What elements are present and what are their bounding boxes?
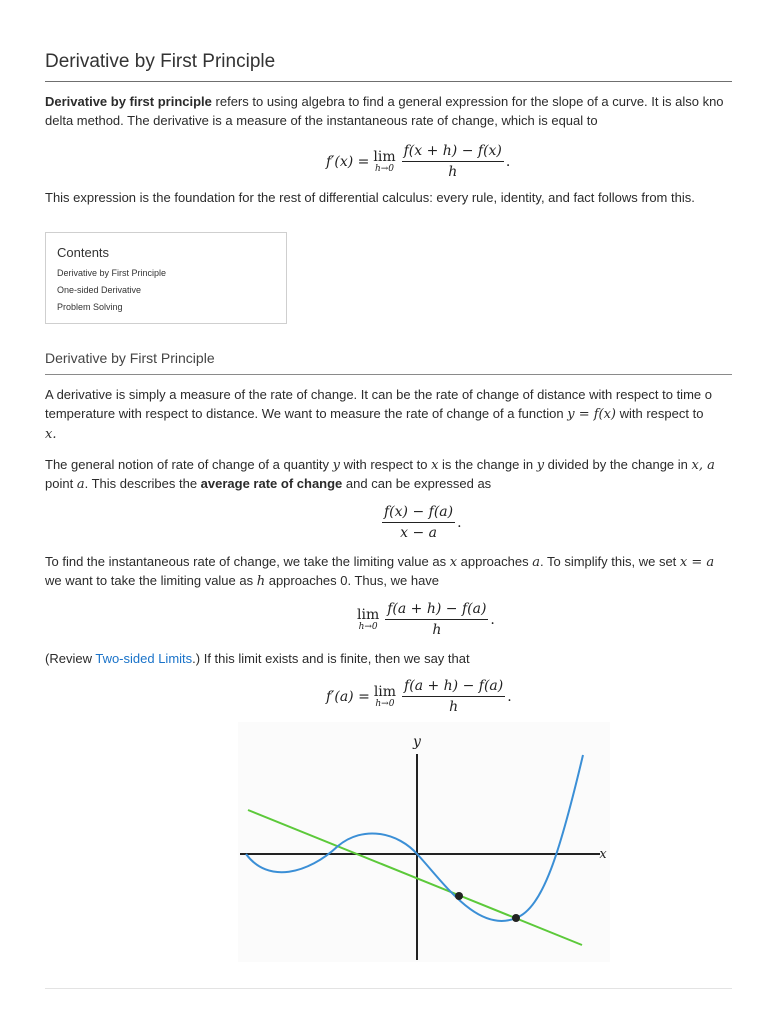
p3-text-c: . To simplify this, we set: [539, 554, 680, 569]
main-equation: [326, 143, 510, 180]
contents-title: Contents: [57, 245, 110, 260]
avg-den: x − a: [400, 525, 437, 541]
two-sided-limits-link[interactable]: Two-sided Limits: [95, 651, 193, 666]
lim-sub: h→0: [375, 699, 395, 709]
limit-eq-fraction: [385, 601, 488, 638]
p2-math-a: a: [76, 477, 85, 492]
lim-word: lim: [373, 684, 397, 700]
section-divider: [45, 374, 732, 375]
fa-eq-period: .: [507, 688, 512, 705]
section-p2-line-1: [45, 455, 745, 475]
lim-sub: h→0: [374, 164, 395, 174]
contents-item-one-sided[interactable]: One-sided Derivative: [57, 285, 142, 295]
main-eq-lhs: f′(x) =: [326, 153, 370, 170]
avg-num: f(x) − f(a): [382, 504, 455, 523]
intro-line-2: delta method. The derivative is a measure of the instantaneous rate of change, which is equal to: [45, 113, 598, 128]
fa-eq-num: f(a + h) − f(a): [402, 678, 505, 697]
main-eq-period: .: [505, 153, 511, 170]
contents-item-derivative[interactable]: Derivative by First Principle: [57, 268, 167, 278]
avg-period: .: [457, 514, 462, 531]
section-p4-line-1: [45, 649, 745, 668]
title-divider: [45, 81, 732, 82]
secant-line-figure: [238, 722, 610, 962]
contents-item-problem-solving[interactable]: Problem Solving: [57, 302, 123, 312]
main-eq-limit: [373, 149, 395, 174]
p2-math-y: y: [332, 458, 341, 473]
p3-text-b: approaches: [457, 554, 533, 569]
point-a: [455, 892, 463, 900]
foundation-text: This expression is the foundation for the rest of differential calculus: every rule, identity, and fact follows from this.: [45, 190, 695, 205]
section-p2-line-2: [45, 474, 745, 494]
p2-text-b: with respect to: [340, 457, 432, 472]
p3-math-a: a: [532, 555, 540, 570]
bottom-divider: [45, 988, 732, 989]
lim-word: lim: [357, 607, 380, 623]
p1-math-function: y = f(x): [567, 407, 617, 422]
limit-eq-den: h: [432, 622, 442, 638]
p2-text-e: point: [45, 476, 77, 491]
lim-sub: h→0: [358, 622, 378, 632]
limit-eq-period: .: [490, 611, 495, 628]
section-p1-line-1: A derivative is simply a measure of the rate of change. It can be the rate of change of distance with respect to time o: [45, 387, 712, 402]
p2-bold-term: average rate of change: [200, 476, 343, 491]
section-title: Derivative by First Principle: [45, 350, 215, 366]
fa-eq-limit: [374, 684, 396, 709]
p2-math-x: x: [431, 458, 439, 473]
limit-eq-num: f(a + h) − f(a): [385, 601, 488, 620]
contents-box: [45, 232, 287, 324]
fa-eq-lhs: f′(a) =: [326, 688, 370, 705]
p2-text-c: is the change in: [438, 457, 537, 472]
p1-text-a: temperature with respect to distance. We want to measure the rate of change of a function: [45, 406, 568, 421]
intro-line-1-text: refers to using algebra to find a general expression for the slope of a curve. It is also kno: [211, 94, 724, 109]
average-rate-equation: [380, 504, 462, 541]
p1-text-b: with respect to: [616, 406, 704, 421]
avg-fraction: [382, 504, 455, 541]
intro-bold-term: Derivative by first principle: [45, 94, 212, 109]
page-title: Derivative by First Principle: [45, 51, 276, 72]
p3-math-x: x: [449, 555, 458, 570]
main-eq-fraction: [402, 143, 504, 180]
p4-text-b: .) If this limit exists and is finite, then we say that: [192, 651, 470, 666]
y-axis-label: y: [413, 734, 421, 750]
figure-background: [238, 722, 610, 962]
p2-math-x2: x, a: [691, 458, 715, 473]
section-p3-line-2: [45, 571, 745, 591]
p2-text-g: and can be expressed as: [342, 476, 492, 491]
p3-math-h: h: [256, 574, 266, 589]
fa-eq-fraction: [402, 678, 505, 715]
derivative-at-a-equation: [326, 678, 512, 715]
section-p1-line-2: [45, 404, 745, 424]
p3-math-set: x = a: [679, 555, 715, 570]
section-p3-line-1: [45, 552, 745, 572]
p3-text-d: we want to take the limiting value as: [45, 573, 257, 588]
fa-eq-den: h: [449, 699, 459, 715]
p1-math-x: x.: [45, 427, 57, 442]
p3-text-a: To find the instantaneous rate of change, we take the limiting value as: [45, 554, 450, 569]
limit-eq-limit: [357, 607, 379, 632]
section-p1-line-3: [45, 424, 745, 444]
intro-line-1: [45, 92, 745, 111]
limit-equation: [353, 601, 495, 638]
p4-text-a: (Review: [45, 651, 96, 666]
point-a-plus-h: [512, 914, 520, 922]
main-eq-num: f(x + h) − f(x): [402, 143, 504, 162]
x-axis-label: x: [599, 847, 607, 862]
p2-text-f: . This describes the: [84, 476, 201, 491]
p3-text-e: approaches 0. Thus, we have: [265, 573, 440, 588]
p2-text-d: divided by the change in: [544, 457, 692, 472]
p2-math-y2: y: [536, 458, 545, 473]
p2-text-a: The general notion of rate of change of a quantity: [45, 457, 333, 472]
main-eq-den: h: [448, 164, 458, 180]
lim-word: lim: [373, 149, 396, 165]
